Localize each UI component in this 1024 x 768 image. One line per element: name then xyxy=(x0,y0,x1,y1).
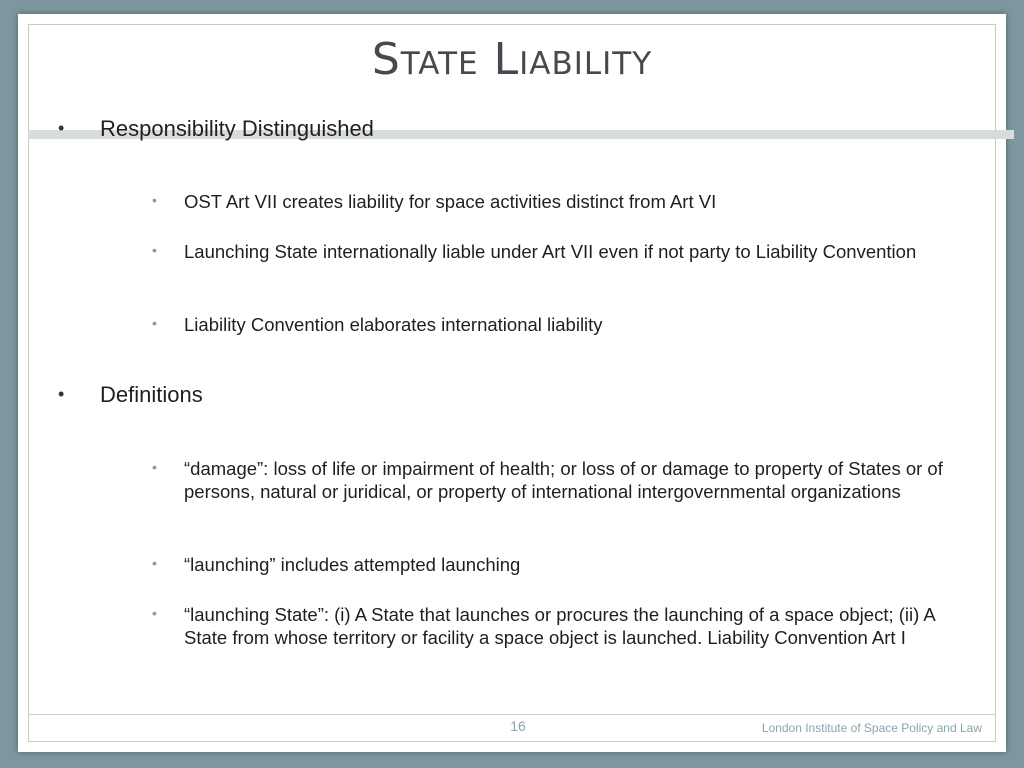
footer-divider xyxy=(28,714,996,715)
sub-bullet-icon: • xyxy=(152,242,157,258)
bullet-icon: • xyxy=(58,384,65,404)
sub-bullet-icon: • xyxy=(152,192,157,208)
slide xyxy=(18,14,1006,752)
section-heading-responsibility: Responsibility Distinguished xyxy=(100,116,374,141)
slide-title: State Liability xyxy=(371,34,653,85)
list-item: “launching State”: (i) A State that launches or procures the launching of a space object; (ii) A State from whose territory or facility a space object is launched. Liability Convention Art I xyxy=(184,604,935,648)
list-item: OST Art VII creates liability for space activities distinct from Art VI xyxy=(184,191,717,212)
sub-bullet-icon: • xyxy=(152,315,157,331)
sub-bullet-icon: • xyxy=(152,605,157,621)
list-item: Liability Convention elaborates international liability xyxy=(184,314,603,335)
list-item: “launching” includes attempted launching xyxy=(184,554,521,575)
section-heading-definitions: Definitions xyxy=(100,382,203,407)
list-item: “damage”: loss of life or impairment of health; or loss of or damage to property of States or of persons, natural or juridical, or property of international intergovernmental organizations xyxy=(184,458,943,502)
sub-bullet-icon: • xyxy=(152,459,157,475)
sub-bullet-icon: • xyxy=(152,555,157,571)
list-item: Launching State internationally liable under Art VII even if not party to Liability Convention xyxy=(184,241,917,262)
page-number: 16 xyxy=(510,718,526,734)
bullet-icon: • xyxy=(58,118,65,138)
footer-organization: London Institute of Space Policy and Law xyxy=(761,721,982,735)
